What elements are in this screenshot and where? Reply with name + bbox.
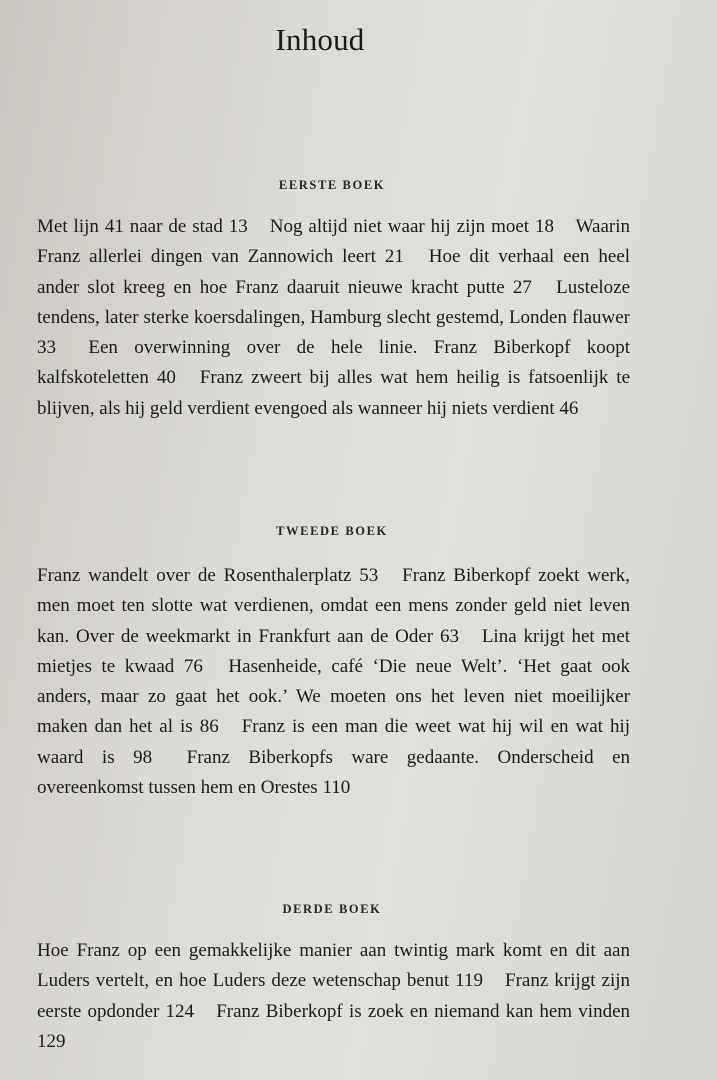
toc-entry-page: 129 [37, 1030, 66, 1052]
toc-entry-title: Franz is een man die weet wat hij wil en wat hij waard is [37, 716, 631, 768]
toc-entry-page: 124 [165, 1000, 194, 1022]
toc-entry-title: Waarin Franz allerlei dingen van Zannowich leert [37, 216, 630, 268]
section-heading-derde-boek: DERDE BOEK [282, 902, 382, 916]
toc-entry-title: Lusteloze tendens, later sterke koersdalingen, Hamburg slecht gestemd, Londen flauwer [37, 276, 631, 328]
toc-entry-title: Lina krijgt het met mietjes te kwaad [37, 625, 631, 677]
section-heading-eerste-boek: EERSTE BOEK [278, 178, 386, 192]
page-title: Inhoud [275, 22, 365, 57]
toc-entry-page: 110 [322, 777, 351, 799]
section-heading-tweede-boek: TWEEDE BOEK [276, 524, 388, 538]
toc-entry-page: 76 [183, 655, 203, 677]
toc-entry-title: Franz Biberkopfs ware gedaante. Onderscheid en overeenkomst tussen hem en Orestes [37, 746, 631, 799]
toc-entry-page: 98 [133, 746, 153, 768]
section-entries-derde-boek [37, 936, 630, 1057]
toc-entry-title: Met lijn 41 naar de stad [37, 216, 223, 237]
toc-entry-title: Franz zweert bij alles wat hem heilig is fatsoenlijk te blijven, als hij geld verdient evengoed als wanneer hij niets verdient [37, 367, 631, 419]
section-entries-eerste-boek [37, 212, 630, 424]
toc-entry[interactable] [270, 216, 554, 237]
toc-entry-page: 46 [559, 397, 579, 419]
toc-entry-title: Franz Biberkopf zoekt werk, men moet ten slotte wat verdienen, omdat een mens zonder geld niet leven kan. Over de weekmarkt in Frankfurt aan de Oder [37, 565, 631, 647]
toc-entry-title: Hoe Franz op een gemakkelijke manier aan twintig mark komt en dit aan Luders vertelt, en hoe Luders deze wetenschap benut [37, 940, 630, 992]
toc-entry-page: 86 [199, 716, 219, 738]
toc-entry-page: 13 [228, 216, 248, 237]
toc-entry-title: Hoe dit verhaal een heel ander slot kreeg en hoe Franz daaruit nieuwe kracht putte [37, 246, 631, 298]
toc-entry-page: 53 [359, 565, 379, 586]
toc-entry-page: 21 [384, 246, 404, 268]
section-entries-tweede-boek [37, 561, 630, 803]
toc-entry-title: Een overwinning over de hele linie. Franz Biberkopf koopt kalfskoteletten [37, 337, 631, 389]
toc-entry-page: 119 [455, 970, 483, 992]
toc-entry-title: Nog altijd niet waar hij zijn moet [269, 216, 530, 237]
toc-entry-page: 27 [512, 276, 532, 298]
toc-entry-title: Franz Biberkopf is zoek en niemand kan hem vinden [216, 1000, 630, 1022]
toc-entry-page: 40 [156, 367, 176, 389]
toc-entry-title: Hasenheide, café ‘Die neue Welt’. ‘Het gaat ook anders, maar zo gaat het ook.’ We moeten ons het leven niet moeilijker maken dan het al is [37, 655, 631, 738]
toc-entry-title: Franz wandelt over de Rosenthalerplatz [37, 565, 352, 586]
toc-entry[interactable] [37, 216, 248, 237]
toc-entry-title: Franz krijgt zijn eerste opdonder [37, 970, 630, 1022]
toc-entry-page: 18 [535, 216, 554, 237]
toc-entry-page: 63 [439, 625, 459, 647]
toc-entry-page: 33 [37, 337, 56, 359]
toc-entry[interactable] [37, 565, 378, 586]
